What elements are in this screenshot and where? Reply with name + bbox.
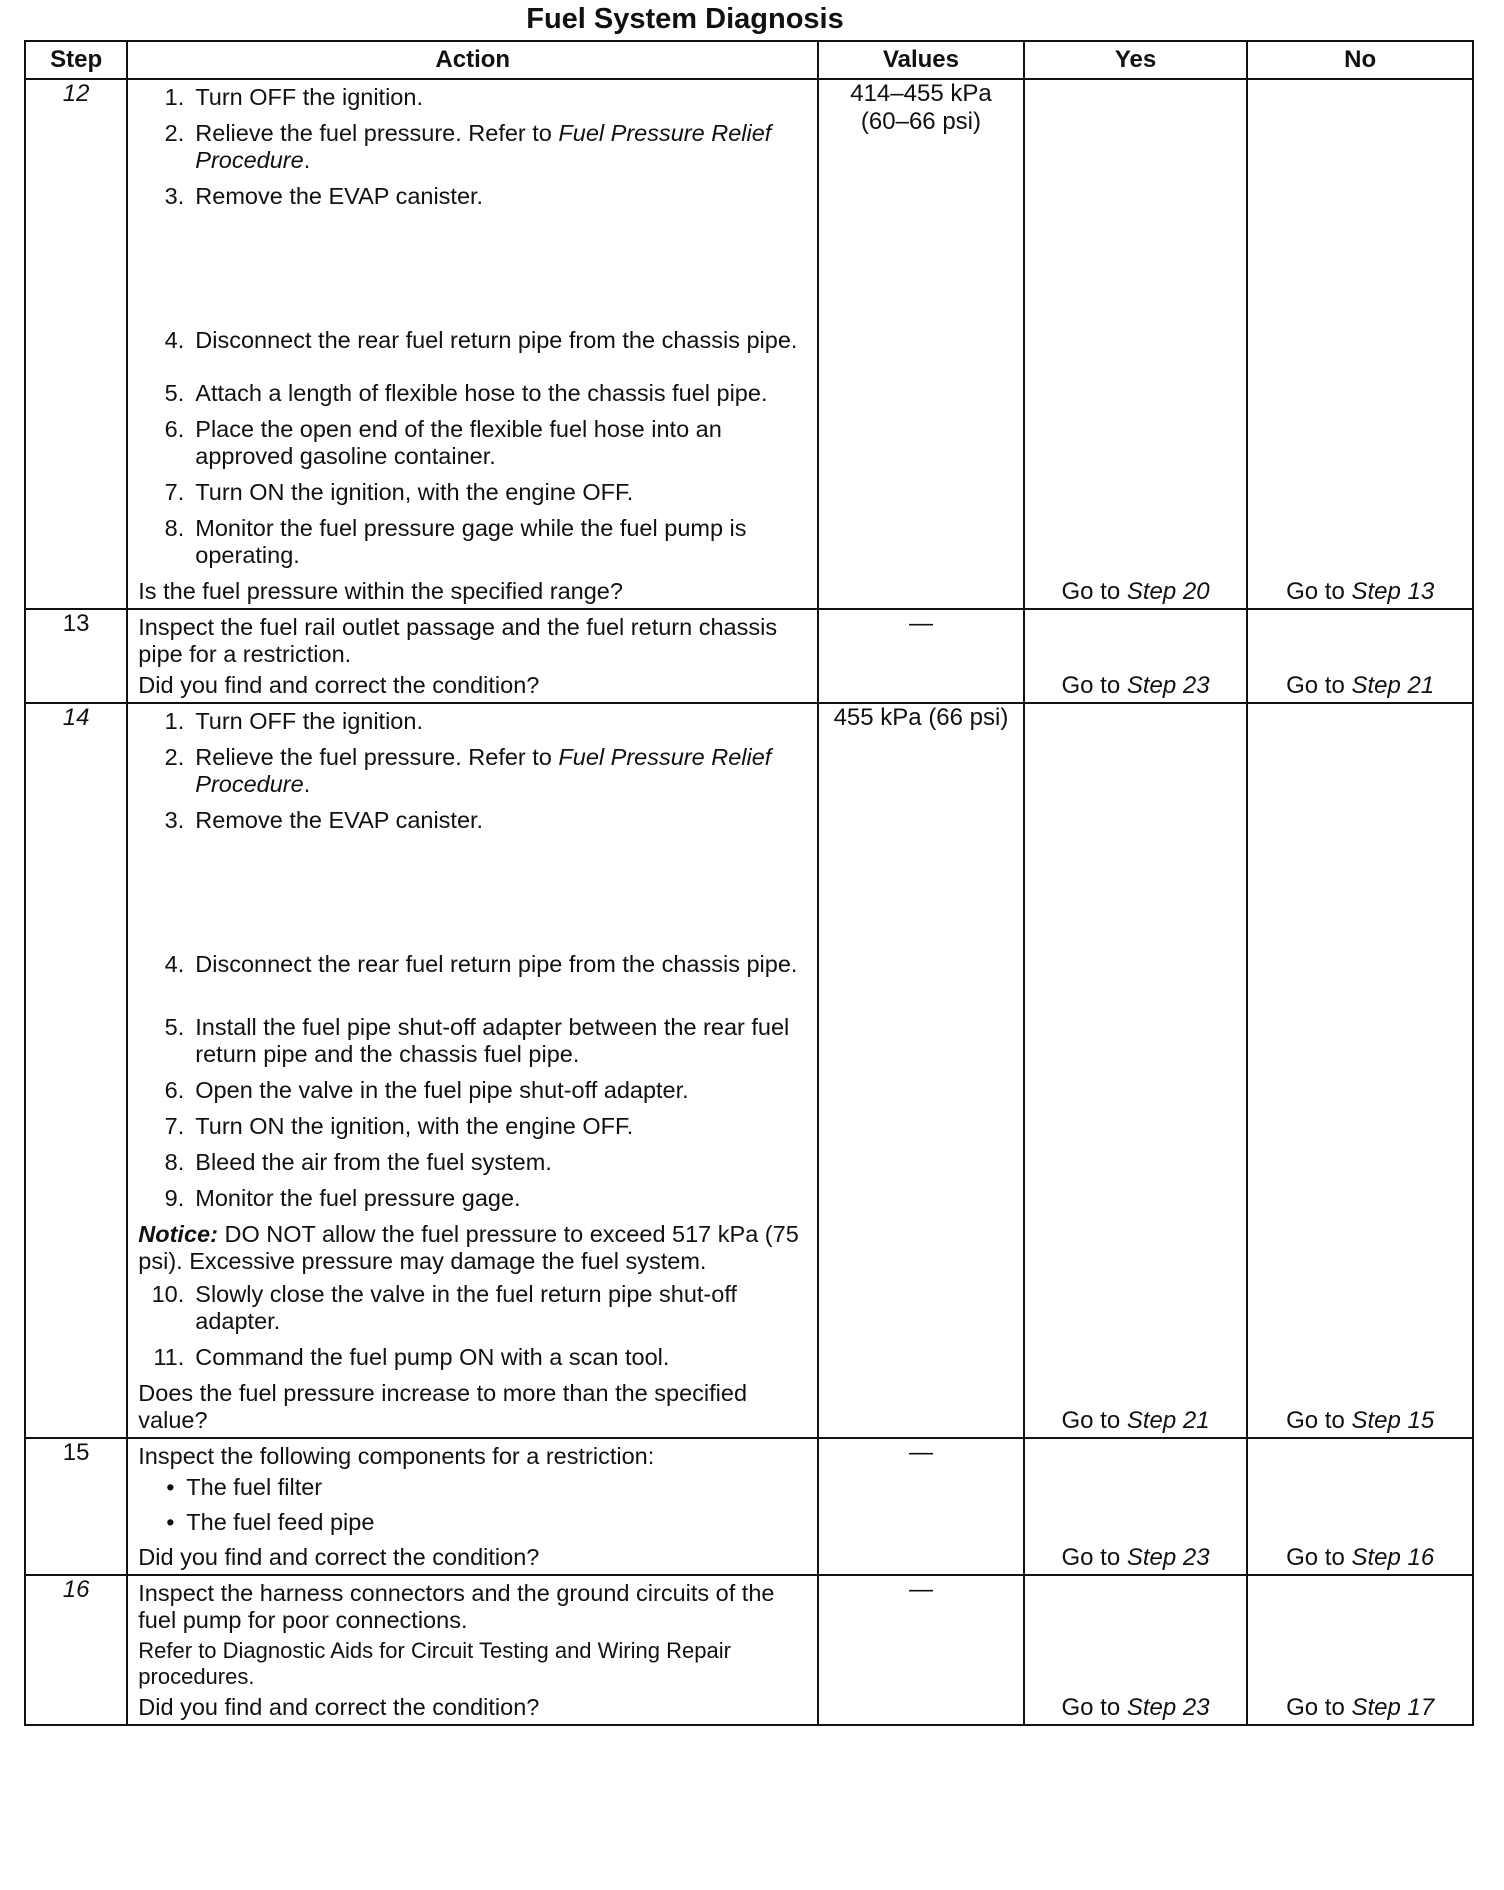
no-cell	[1247, 703, 1473, 1438]
value-kpa: 414–455 kPa	[850, 80, 992, 107]
table-row-step-16	[25, 1575, 1473, 1725]
list-item: 5 . Install the fuel pipe shut-off adapter between the rear fuel return pipe and the chassis fuel pipe.	[138, 1014, 807, 1068]
table-row-step-14	[25, 703, 1473, 1438]
goto-no: Go to Step 16	[1286, 1544, 1435, 1571]
yes-cell	[1024, 1438, 1248, 1575]
list-item: 4 . Disconnect the rear fuel return pipe from the chassis pipe.	[138, 327, 807, 354]
goto-no: Go to Step 17	[1286, 1694, 1435, 1721]
yes-cell	[1024, 703, 1248, 1438]
goto-no: Go to Step 21	[1286, 672, 1435, 699]
table-row-step-13	[25, 609, 1473, 703]
notice-text: Notice: DO NOT allow the fuel pressure to exceed 517 kPa (75 psi). Excessive pressure may damage the fuel system.	[138, 1221, 799, 1274]
list-item: 9 . Monitor the fuel pressure gage.	[138, 1185, 807, 1212]
list-item: 11 . Command the fuel pump ON with a scan tool.	[138, 1344, 807, 1371]
question-text: Did you find and correct the condition?	[138, 672, 540, 698]
values-cell	[818, 79, 1024, 609]
procedure-reference: Fuel Pressure Relief Procedure	[195, 120, 772, 173]
header-step: Step	[25, 41, 127, 79]
table-row-step-15	[25, 1438, 1473, 1575]
list-item: 6 . Place the open end of the flexible fuel hose into an approved gasoline container.	[138, 416, 807, 470]
list-item: 8 . Monitor the fuel pressure gage while the fuel pump is operating.	[138, 515, 807, 569]
no-cell	[1247, 1438, 1473, 1575]
list-item: 3 . Remove the EVAP canister.	[138, 183, 807, 210]
blank-spacer	[138, 843, 807, 951]
action-text: Inspect the fuel rail outlet passage and the fuel return chassis pipe for a restriction.	[138, 614, 778, 667]
action-text: Inspect the harness connectors and the ground circuits of the fuel pump for poor connections.	[138, 1580, 775, 1633]
table-header-row	[25, 41, 1473, 79]
list-item: 1 . Turn OFF the ignition.	[138, 84, 807, 111]
goto-no: Go to Step 15	[1286, 1407, 1435, 1434]
step-number: 12	[25, 79, 127, 609]
action-steps-continued	[138, 1281, 807, 1371]
list-item: 7 . Turn ON the ignition, with the engine OFF.	[138, 479, 807, 506]
table-row-step-12	[25, 79, 1473, 609]
values-cell: —	[818, 1575, 1024, 1725]
list-item: 2 . Relieve the fuel pressure. Refer to Fuel Pressure Relief Procedure.	[138, 120, 807, 174]
values-cell: —	[818, 1438, 1024, 1575]
goto-no: Go to Step 13	[1286, 578, 1435, 605]
action-text: Inspect the following components for a restriction:	[138, 1443, 655, 1469]
action-cell	[127, 1438, 818, 1575]
list-item: • The fuel filter	[138, 1474, 807, 1501]
question-text: Did you find and correct the condition?	[138, 1694, 540, 1720]
question-text: Did you find and correct the condition?	[138, 1544, 540, 1570]
step-number: 14	[25, 703, 127, 1438]
no-cell	[1247, 1575, 1473, 1725]
list-item: 4 . Disconnect the rear fuel return pipe from the chassis pipe.	[138, 951, 807, 978]
list-item: • The fuel feed pipe	[138, 1509, 807, 1536]
value-psi: (60–66 psi)	[860, 108, 981, 135]
goto-yes: Go to Step 21	[1061, 1407, 1210, 1434]
action-cell	[127, 1575, 818, 1725]
no-cell	[1247, 609, 1473, 703]
no-cell	[1247, 79, 1473, 609]
header-yes: Yes	[1024, 41, 1248, 79]
blank-spacer	[138, 219, 807, 327]
step-number: 16	[25, 1575, 127, 1725]
list-item: 5 . Attach a length of flexible hose to the chassis fuel pipe.	[138, 380, 807, 407]
list-item: 10 . Slowly close the valve in the fuel return pipe shut-off adapter.	[138, 1281, 807, 1335]
action-steps	[138, 708, 807, 1212]
question-text: Does the fuel pressure increase to more than the specified value?	[138, 1380, 748, 1433]
question-text: Is the fuel pressure within the specified range?	[138, 578, 623, 604]
header-values: Values	[818, 41, 1024, 79]
action-cell	[127, 79, 818, 609]
goto-yes: Go to Step 23	[1061, 1544, 1210, 1571]
list-item: 6 . Open the valve in the fuel pipe shut-off adapter.	[138, 1077, 807, 1104]
header-no: No	[1247, 41, 1473, 79]
action-cell	[127, 703, 818, 1438]
goto-yes: Go to Step 20	[1061, 578, 1210, 605]
values-cell: —	[818, 609, 1024, 703]
notice-label: Notice:	[138, 1221, 218, 1247]
goto-yes: Go to Step 23	[1061, 1694, 1210, 1721]
list-item: 3 . Remove the EVAP canister.	[138, 807, 807, 834]
component-list	[138, 1474, 807, 1536]
header-action: Action	[127, 41, 818, 79]
list-item: 1 . Turn OFF the ignition.	[138, 708, 807, 735]
list-item: 2 . Relieve the fuel pressure. Refer to Fuel Pressure Relief Procedure.	[138, 744, 807, 798]
diagnosis-table	[24, 40, 1474, 1726]
step-number: 13	[25, 609, 127, 703]
action-cell	[127, 609, 818, 703]
action-steps	[138, 84, 807, 569]
yes-cell	[1024, 609, 1248, 703]
yes-cell	[1024, 1575, 1248, 1725]
list-item: 7 . Turn ON the ignition, with the engine OFF.	[138, 1113, 807, 1140]
step-number: 15	[25, 1438, 127, 1575]
yes-cell	[1024, 79, 1248, 609]
procedure-reference: Fuel Pressure Relief Procedure	[195, 744, 772, 797]
list-item: 8 . Bleed the air from the fuel system.	[138, 1149, 807, 1176]
page-title: Fuel System Diagnosis	[526, 3, 844, 35]
goto-yes: Go to Step 23	[1061, 672, 1210, 699]
values-cell: 455 kPa (66 psi)	[818, 703, 1024, 1438]
action-reference-text: Refer to Diagnostic Aids for Circuit Testing and Wiring Repair procedures.	[138, 1638, 731, 1689]
